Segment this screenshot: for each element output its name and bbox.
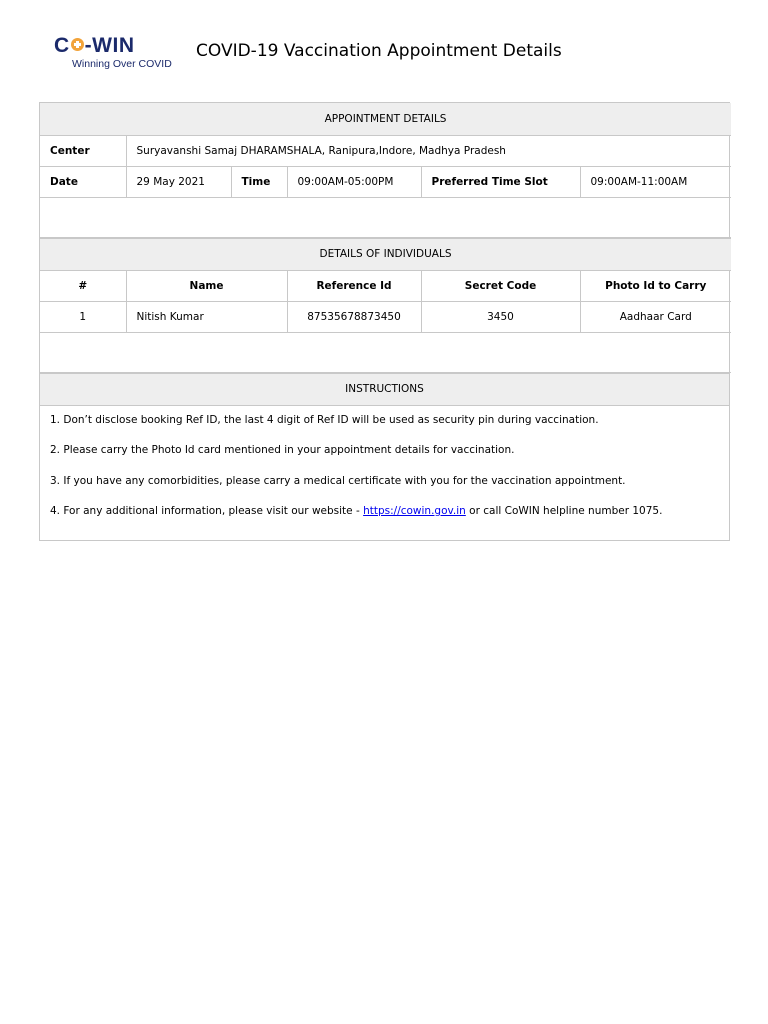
instruction-item: 2. Please carry the Photo Id card mentioned in your appointment details for vaccination.: [50, 444, 515, 456]
appointment-table: [40, 103, 731, 238]
center-label: Center: [40, 135, 126, 166]
individuals-table: [40, 238, 731, 373]
instructions-section-header: [40, 373, 729, 405]
date-row: [40, 166, 731, 197]
spacer-row: [40, 197, 731, 237]
row-number: 1: [40, 301, 126, 332]
instruction-item: 3. If you have any comorbidities, please carry a medical certificate with you for the vaccination appointment.: [50, 474, 626, 487]
individuals-section-header: [40, 238, 731, 270]
slot-label: Preferred Time Slot: [421, 166, 580, 197]
instruction-item: 1. Don’t disclose booking Ref ID, the last 4 digit of Ref ID will be used as security pin during vaccination.: [50, 413, 599, 426]
appointment-document: [39, 102, 730, 541]
instruction-item: 4. For any additional information, please visit our website - https://cowin.gov.in or call CoWIN helpline number 1075.: [50, 505, 663, 517]
instructions-list: [40, 406, 729, 540]
appointment-section-header: [40, 103, 731, 135]
photo-id: Aadhaar Card: [580, 301, 731, 332]
logo-wordmark: C -WIN: [54, 34, 135, 57]
individuals-header-row: [40, 270, 731, 301]
cowin-website-link[interactable]: https://cowin.gov.in: [363, 505, 466, 517]
instructions-table: [40, 373, 729, 406]
date-label: Date: [40, 166, 126, 197]
center-row: [40, 135, 731, 166]
column-header: Photo Id to Carry: [580, 270, 731, 301]
slot-value: 09:00AM-11:00AM: [580, 166, 731, 197]
secret-code: 3450: [421, 301, 580, 332]
individuals-section-title: DETAILS OF INDIVIDUALS: [40, 238, 731, 270]
column-header: #: [40, 270, 126, 301]
logo-plus-icon: [71, 38, 84, 51]
instructions-section-title: INSTRUCTIONS: [40, 373, 729, 405]
logo-tagline: Winning Over COVID: [72, 58, 172, 70]
time-label: Time: [231, 166, 287, 197]
column-header: Secret Code: [421, 270, 580, 301]
table-row: [40, 301, 731, 332]
column-header: Reference Id: [287, 270, 421, 301]
center-value: Suryavanshi Samaj DHARAMSHALA, Ranipura,Indore, Madhya Pradesh: [126, 135, 731, 166]
reference-id: 87535678873450: [287, 301, 421, 332]
cowin-logo: [54, 34, 184, 74]
appointment-section-title: APPOINTMENT DETAILS: [40, 103, 731, 135]
date-value: 29 May 2021: [126, 166, 231, 197]
time-value: 09:00AM-05:00PM: [287, 166, 421, 197]
page-title: COVID-19 Vaccination Appointment Details: [196, 41, 562, 61]
beneficiary-name: Nitish Kumar: [126, 301, 287, 332]
spacer-row: [40, 332, 731, 372]
column-header: Name: [126, 270, 287, 301]
